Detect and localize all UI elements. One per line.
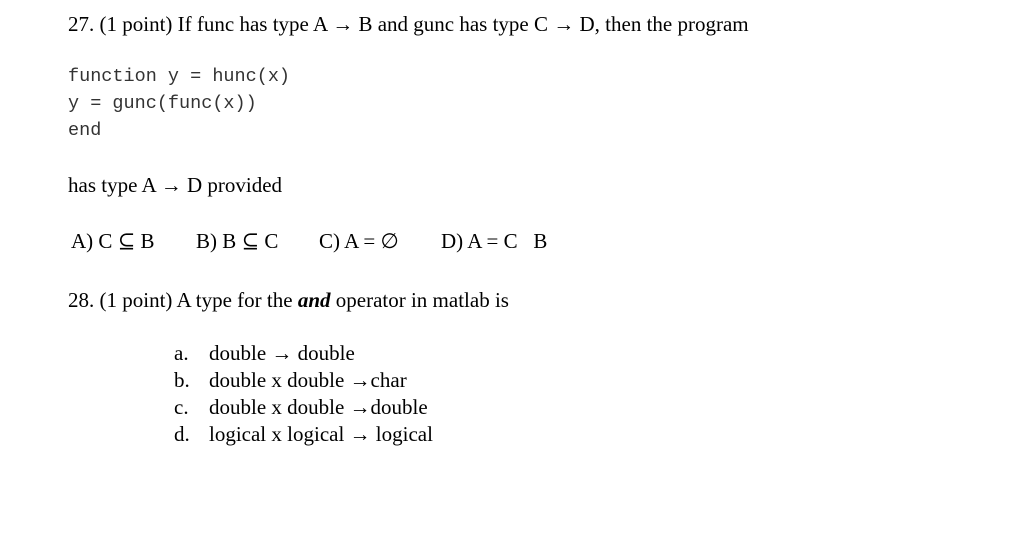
q28-question-after: operator in matlab is	[330, 288, 509, 312]
q28-question-before: 28. (1 point) A type for the	[68, 288, 298, 312]
code-line-1: function y = hunc(x)	[68, 66, 291, 87]
q28-option-b-text: double x double →char	[209, 368, 407, 392]
code-line-2: y = gunc(func(x))	[68, 93, 257, 114]
q27-choice-d: D) A = C B	[441, 229, 548, 253]
q28-option-c-text: double x double →double	[209, 395, 428, 419]
q27-result-text: has type A → D provided	[68, 173, 283, 197]
q28-option-b-letter: b.	[174, 368, 190, 392]
q28-question-text	[68, 288, 509, 312]
code-line-3: end	[68, 120, 102, 141]
q28-question-emphasis: and	[297, 288, 331, 312]
q28-option-c-letter: c.	[174, 395, 189, 419]
q27-question-text: 27. (1 point) If func has type A → B and gunc has type C → D, then the program	[68, 12, 749, 36]
q28-option-a-letter: a.	[174, 341, 189, 365]
q28-option-d-letter: d.	[174, 422, 190, 446]
q27-choice-a: A) C ⊆ B	[71, 229, 155, 253]
q27-choice-b: B) B ⊆ C	[196, 229, 279, 253]
q27-choice-c: C) A = ∅	[319, 229, 399, 253]
q28-option-a-text: double → double	[209, 341, 355, 365]
q28-option-d-text: logical x logical → logical	[209, 422, 433, 446]
